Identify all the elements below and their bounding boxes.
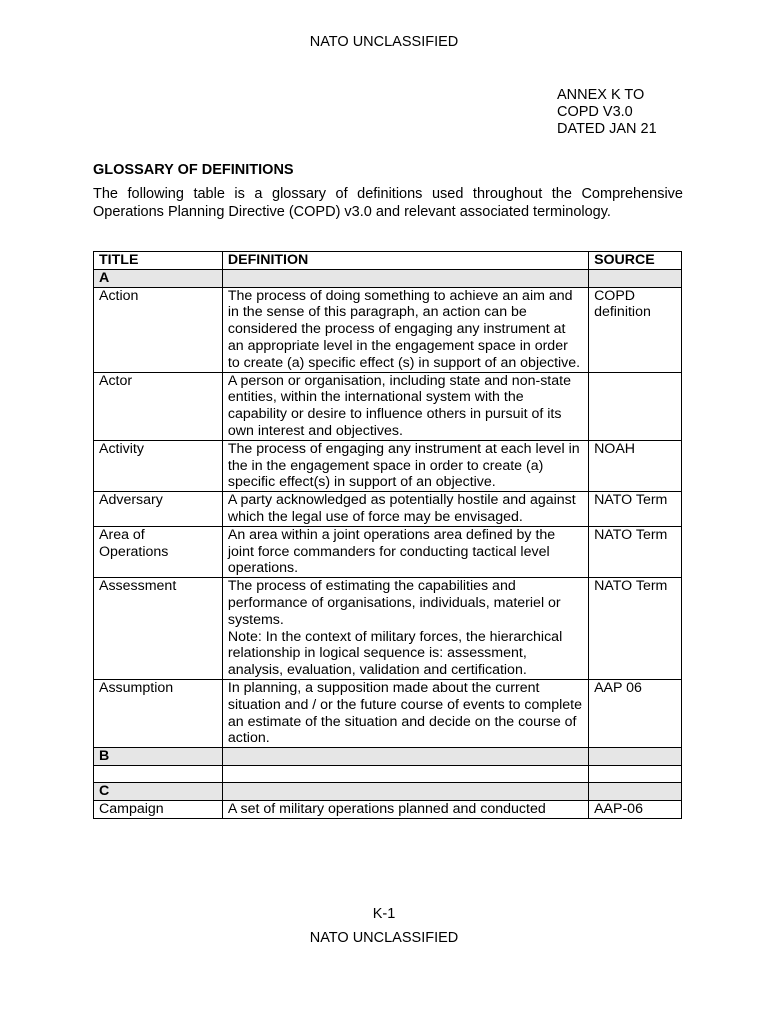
column-header-source: SOURCE	[589, 252, 682, 270]
column-header-definition: DEFINITION	[222, 252, 588, 270]
term-source: NATO Term	[589, 526, 682, 577]
section-row-b	[94, 748, 682, 766]
definition-paragraph: The process of estimating the capabilities and performance of organisations, individuals, materiel or systems.	[227, 578, 561, 628]
section-letter: A	[94, 269, 223, 287]
term-source: NOAH	[589, 440, 682, 491]
term-source: AAP 06	[589, 679, 682, 747]
term-source: COPD definition	[589, 287, 682, 372]
term-source	[589, 372, 682, 440]
table-row	[94, 440, 682, 491]
term-title: Adversary	[94, 492, 223, 527]
term-source: NATO Term	[589, 578, 682, 680]
section-row-c	[94, 782, 682, 800]
page-title: GLOSSARY OF DEFINITIONS	[93, 162, 294, 178]
term-definition	[222, 578, 588, 680]
annex-reference	[557, 87, 657, 138]
empty-row	[94, 765, 682, 782]
column-header-title: TITLE	[94, 252, 223, 270]
term-title: Actor	[94, 372, 223, 440]
header-classification: NATO UNCLASSIFIED	[309, 34, 459, 50]
section-letter: B	[94, 748, 223, 766]
term-definition: The process of engaging any instrument at each level in the in the engagement space in order to create (a) specific effect(s) in support of an objective.	[222, 440, 588, 491]
term-definition: A person or organisation, including state and non-state entities, within the international system with the capability or desire to influence others in pursuit of its own interest and objectives.	[222, 372, 588, 440]
term-definition: In planning, a supposition made about the current situation and / or the future course of events to complete an estimate of the situation and decide on the course of action.	[222, 679, 588, 747]
definition-note: Note: In the context of military forces, the hierarchical relationship in logical sequence is: assessment, analysis, evaluation, validation and certification.	[227, 628, 563, 679]
term-title: Assumption	[94, 679, 223, 747]
annex-line-1: ANNEX K TO	[557, 87, 645, 103]
term-definition: The process of doing something to achieve an aim and in the sense of this paragraph, an action can be considered the process of engaging any instrument at an appropriate level in the engagement space in order to create (a) specific effect (s) in support of an objective.	[222, 287, 588, 372]
table-row	[94, 372, 682, 440]
section-letter: C	[94, 782, 223, 800]
table-row	[94, 492, 682, 527]
annex-line-2: COPD V3.0	[557, 104, 633, 120]
term-title: Assessment	[94, 578, 223, 680]
table-row	[94, 526, 682, 577]
table-row	[94, 679, 682, 747]
table-row	[94, 578, 682, 680]
term-title: Activity	[94, 440, 223, 491]
page-number: K-1	[372, 906, 396, 922]
term-title: Area of Operations	[94, 526, 223, 577]
footer-classification: NATO UNCLASSIFIED	[309, 930, 459, 946]
term-definition: An area within a joint operations area defined by the joint force commanders for conducting tactical level operations.	[222, 526, 588, 577]
table-header-row	[94, 252, 682, 270]
annex-line-3: DATED JAN 21	[557, 121, 657, 137]
term-source: NATO Term	[589, 492, 682, 527]
term-title: Action	[94, 287, 223, 372]
intro-paragraph: The following table is a glossary of definitions used throughout the Comprehensive Operations Planning Directive (COPD) v3.0 and relevant associated terminology.	[93, 186, 683, 220]
section-row-a	[94, 269, 682, 287]
glossary-table	[93, 251, 682, 819]
table-row	[94, 287, 682, 372]
term-definition: A set of military operations planned and conducted	[222, 800, 588, 818]
term-title: Campaign	[94, 800, 223, 818]
term-source: AAP-06	[589, 800, 682, 818]
table-row	[94, 800, 682, 818]
term-definition: A party acknowledged as potentially hostile and against which the legal use of force may be envisaged.	[222, 492, 588, 527]
